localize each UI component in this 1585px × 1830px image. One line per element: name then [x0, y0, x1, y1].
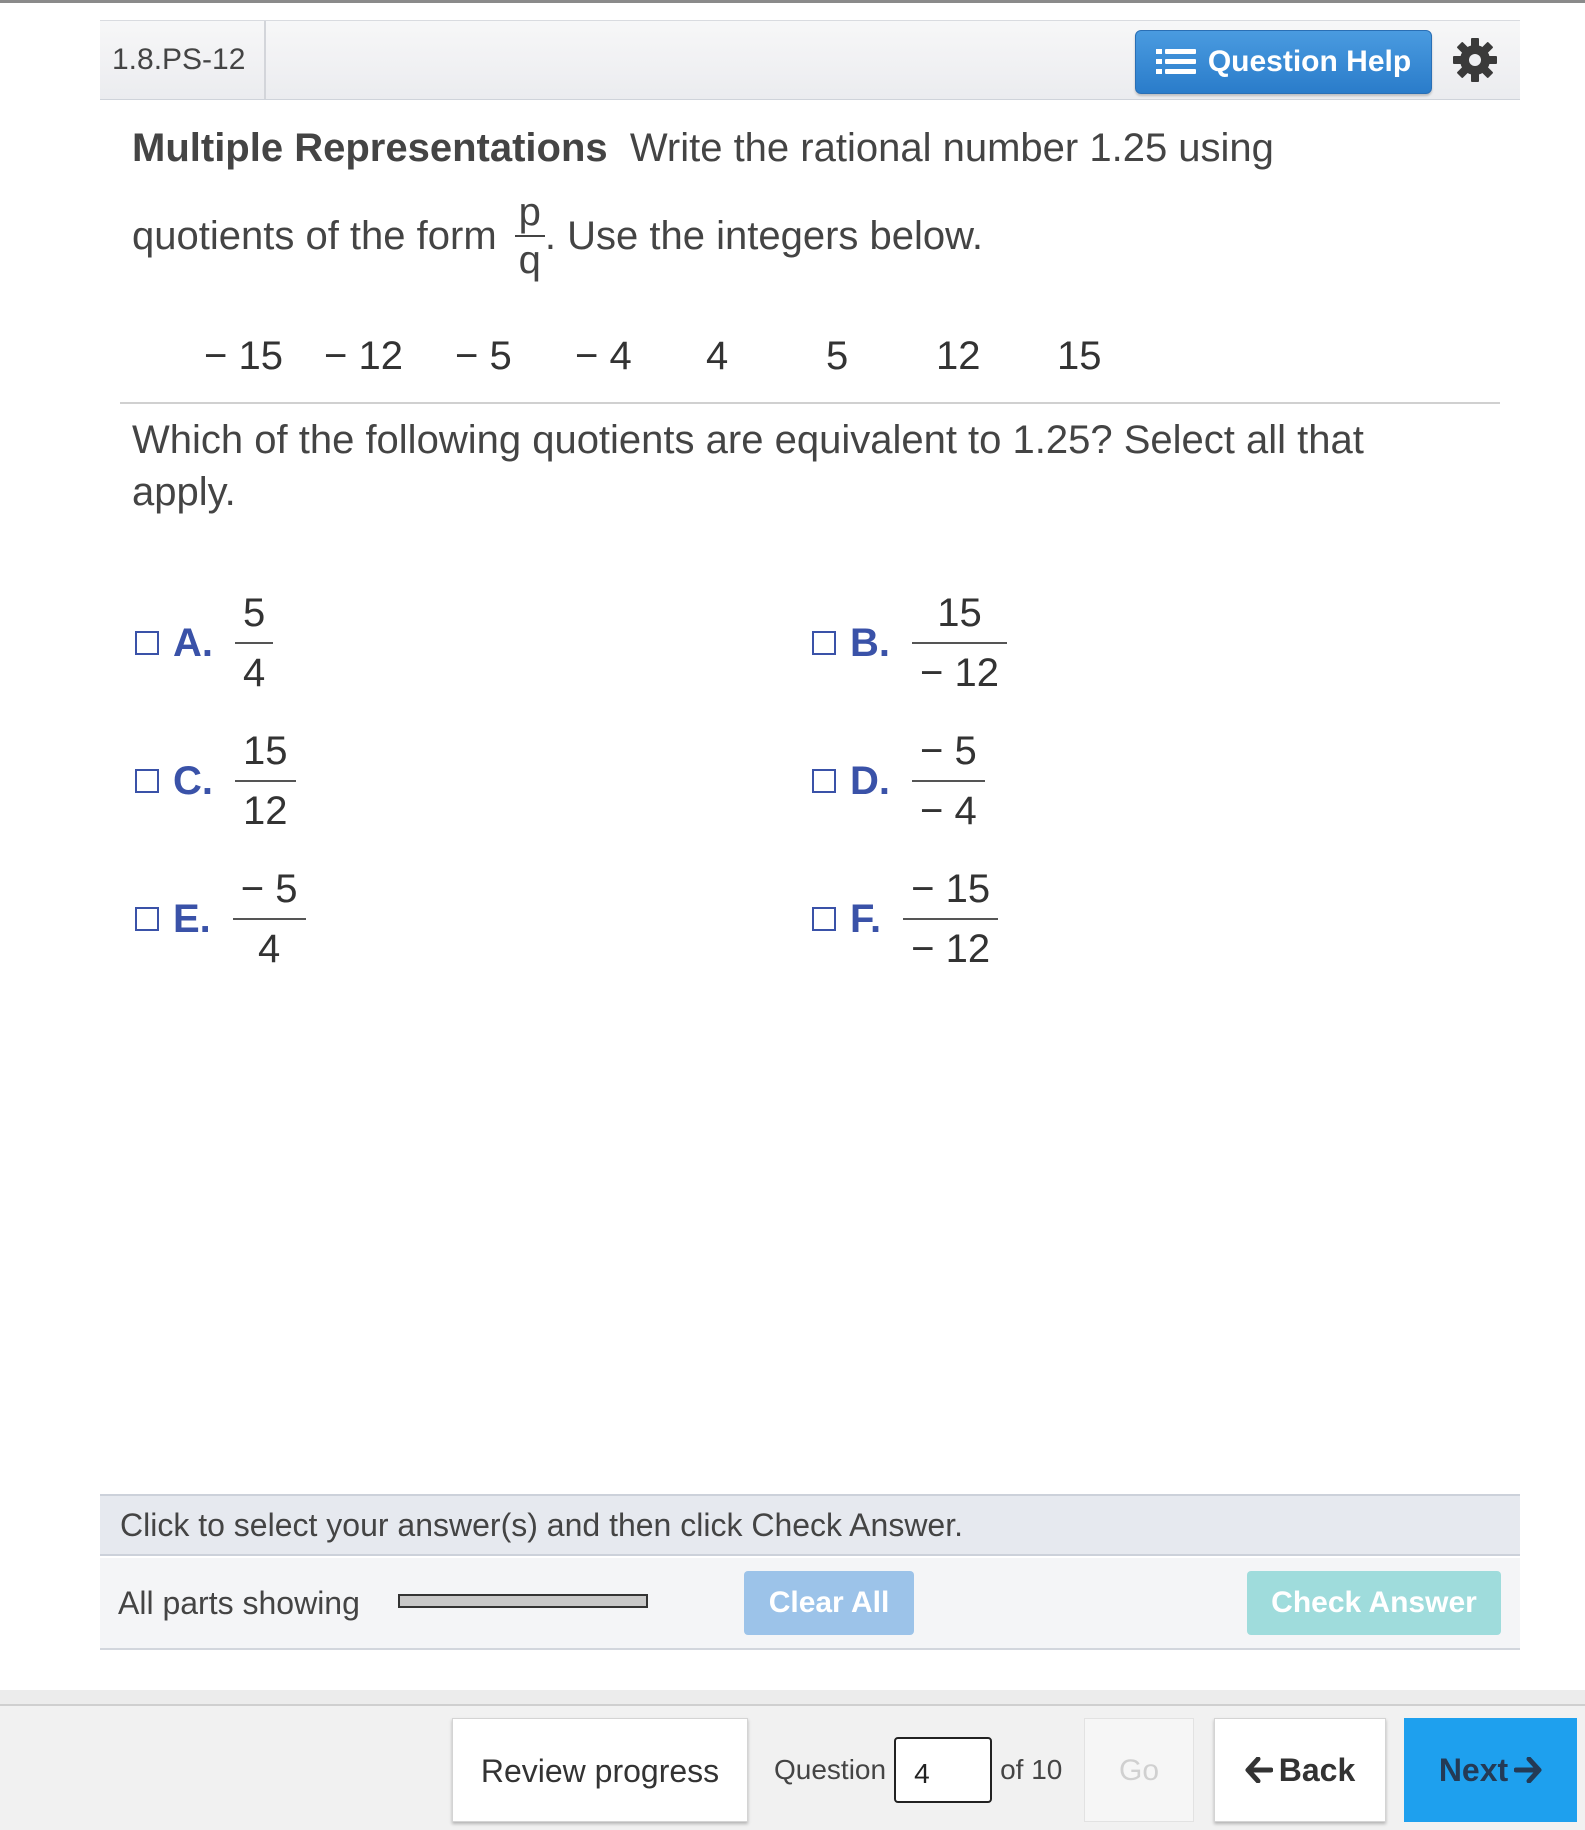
option-fraction: [233, 860, 306, 978]
option-denominator: − 4: [920, 789, 977, 833]
option-letter: A.: [173, 620, 213, 665]
checkbox-d[interactable]: [812, 769, 836, 793]
review-progress-button[interactable]: Review progress: [452, 1718, 748, 1822]
question-total-label: of 10: [1000, 1754, 1063, 1785]
option-fraction: [235, 722, 296, 840]
option-denominator: 4: [258, 927, 281, 971]
checkbox-b[interactable]: [812, 631, 836, 655]
integer-item: 12: [936, 334, 981, 378]
checkbox-e[interactable]: [135, 907, 159, 931]
option-fraction: [912, 584, 1007, 702]
question-title: Multiple Representations: [132, 126, 608, 170]
integer-item: − 4: [575, 334, 632, 378]
check-answer-button[interactable]: Check Answer: [1247, 1571, 1501, 1635]
back-button[interactable]: [1214, 1718, 1386, 1822]
option-numerator: − 5: [920, 729, 977, 773]
option-d[interactable]: [812, 722, 985, 840]
arrow-left-icon: [1245, 1757, 1273, 1783]
gear-icon[interactable]: [1452, 37, 1498, 83]
next-button[interactable]: [1404, 1718, 1577, 1822]
footer-separator: [0, 1690, 1585, 1704]
fraction-numerator: p: [518, 190, 541, 234]
question-label: Question: [774, 1754, 887, 1785]
integer-item: − 15: [204, 334, 283, 378]
integer-item: 5: [826, 334, 849, 378]
list-icon: [1156, 47, 1196, 77]
option-numerator: 5: [243, 591, 266, 635]
option-fraction: [912, 722, 985, 840]
divider: [120, 402, 1500, 404]
arrow-right-icon: [1514, 1757, 1542, 1783]
top-border: [0, 0, 1585, 3]
question-line-2: [132, 186, 983, 286]
option-fraction: [903, 860, 998, 978]
instruction-bar: Click to select your answer(s) and then click Check Answer.: [100, 1494, 1520, 1556]
question-number-input[interactable]: [894, 1737, 992, 1803]
question-text-2: quotients of the form: [132, 213, 497, 258]
question-id: 1.8.PS-12: [100, 21, 266, 99]
option-fraction: [235, 584, 273, 702]
clear-all-button[interactable]: Clear All: [744, 1571, 914, 1635]
status-bar: [100, 1558, 1520, 1650]
option-denominator: − 12: [911, 927, 991, 971]
option-e[interactable]: [135, 860, 306, 978]
question-help-button[interactable]: [1135, 30, 1432, 94]
checkbox-c[interactable]: [135, 769, 159, 793]
option-letter: B.: [850, 620, 890, 665]
progress-fill: [400, 1596, 646, 1606]
option-letter: C.: [173, 758, 213, 803]
go-button[interactable]: Go: [1084, 1718, 1194, 1822]
back-label: Back: [1278, 1751, 1356, 1788]
option-a[interactable]: [135, 584, 273, 702]
option-b[interactable]: [812, 584, 1007, 702]
question-text-3: . Use the integers below.: [544, 213, 983, 258]
integer-item: 4: [706, 334, 729, 378]
parts-progress-bar: [398, 1594, 648, 1608]
integer-item: − 12: [324, 334, 403, 378]
fraction-p-over-q: [515, 189, 545, 283]
option-denominator: 4: [243, 651, 266, 695]
next-label: Next: [1438, 1751, 1509, 1788]
option-letter: F.: [850, 896, 882, 941]
parts-showing-label: All parts showing: [118, 1585, 360, 1621]
option-f[interactable]: [812, 860, 998, 978]
option-numerator: − 5: [240, 867, 298, 911]
option-numerator: 15: [937, 591, 982, 635]
option-denominator: − 12: [920, 651, 999, 695]
option-letter: D.: [850, 758, 890, 803]
question-prompt: Which of the following quotients are equivalent to 1.25? Select all that apply.: [132, 418, 1364, 514]
question-navigator: [748, 1718, 1062, 1822]
checkbox-a[interactable]: [135, 631, 159, 655]
option-denominator: 12: [243, 789, 288, 833]
question-text-1: Write the rational number 1.25 using: [629, 126, 1274, 170]
footer-nav: [0, 1704, 1585, 1830]
option-c[interactable]: [135, 722, 296, 840]
integer-item: − 5: [455, 334, 512, 378]
option-letter: E.: [173, 896, 211, 941]
option-numerator: − 15: [911, 867, 991, 911]
question-help-label: Question Help: [1207, 45, 1412, 78]
option-numerator: 15: [243, 729, 288, 773]
question-line-1: [132, 120, 1432, 176]
fraction-denominator: q: [518, 238, 541, 282]
question-header: [100, 20, 1520, 100]
integer-item: 15: [1057, 334, 1102, 378]
checkbox-f[interactable]: [812, 907, 836, 931]
